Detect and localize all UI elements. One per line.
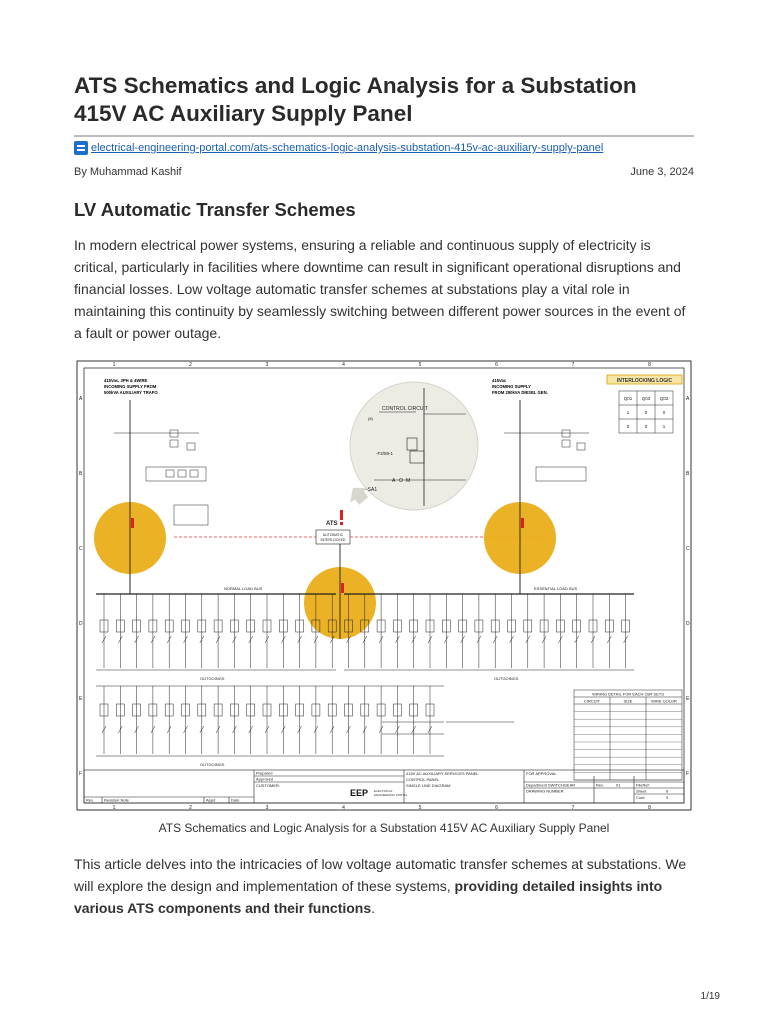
tb-rev-val: 01: [616, 782, 621, 788]
row-label-right: E: [686, 696, 690, 702]
col-label-top: 2: [189, 362, 192, 368]
left-supply-l3: 500kVA AUXILIARY TRAFO: [104, 390, 158, 395]
eep-logo-sub-2: ENGINEERING PORTAL: [374, 793, 408, 797]
tb-prepared: Prepared: [256, 770, 273, 776]
col-label-bottom: 2: [189, 805, 192, 811]
tb-cont-val: 9: [666, 795, 669, 800]
tb-status: FOR APPROVAL: [526, 771, 557, 776]
ats-box-l2: INTERLOCKED: [320, 538, 346, 542]
interlock-r2c2: 0: [644, 424, 648, 429]
col-label-bottom: 7: [571, 805, 575, 811]
p2-text-before: This article delves into the intricacies of low voltage automatic transfer schemes at substations. We will explore the design and implementation of these systems,: [74, 856, 687, 894]
section-heading: LV Automatic Transfer Schemes: [74, 199, 356, 220]
article-meta: [74, 166, 694, 178]
row-label-left: C: [79, 546, 83, 552]
col-label-bottom: 8: [648, 805, 651, 811]
tb-file: FileRef:: [636, 782, 650, 788]
tb-revcol-3: Appd: [206, 797, 216, 803]
right-supply-l3: FROM 250kVA DIESEL GEN.: [492, 390, 548, 395]
row-label-left: A: [79, 396, 83, 402]
interlock-r2c1: 0: [626, 424, 630, 429]
right-supply-l2: INCOMING SUPPLY: [492, 384, 531, 389]
tb-revcol-1: Rev.: [86, 797, 94, 803]
article-title: ATS Schematics and Logic Analysis for a Substation 415V AC Auxiliary Supply Panel: [74, 73, 637, 126]
col-label-top: 5: [418, 362, 422, 368]
essential-bus-label: ESSENTIAL LOAD BUS: [534, 586, 578, 591]
normal-bus-label: NORMAL LOAD BUS: [224, 586, 263, 591]
tb-department: Department SWITCHGEAR: [526, 782, 576, 788]
page-number: 1/19: [700, 991, 720, 1002]
publish-date: June 3, 2024: [630, 166, 694, 178]
title-divider: [74, 135, 694, 137]
source-link-line: [74, 141, 603, 155]
wiring-h1: CIRCUIT: [583, 698, 601, 704]
row-label-right: B: [686, 471, 690, 477]
row-label-right: D: [686, 621, 690, 627]
source-path: /ats-schematics-logic-analysis-substation-415v-ac-auxiliary-supply-panel: [250, 142, 604, 154]
col-label-bottom: 1: [112, 805, 116, 811]
left-supply-l1: 415Vac, 3PH & 4WIRE: [104, 378, 148, 383]
interlock-r1c2: 0: [644, 410, 648, 415]
row-label-left: E: [79, 696, 83, 702]
tb-drawing-number: DRAWING NUMBER: [526, 788, 564, 794]
tb-sheet: Sheet: [636, 788, 647, 794]
wiring-h3: WIRE COLOR: [651, 698, 677, 704]
schematic-figure: [74, 358, 694, 813]
author: By Muhammad Kashif: [74, 166, 182, 178]
tb-customer: CUSTOMER:: [256, 783, 280, 788]
wiring-title: WIRING DETAIL FOR EACH CB# SETS: [592, 691, 664, 697]
tb-rev: Rev.: [596, 782, 604, 788]
interlock-r2c3: 1: [662, 424, 666, 429]
intro-paragraph: In modern electrical power systems, ensuring a reliable and continuous supply of electricity is critical, particularly in facilities where downtime can result in significant operational disruptions and financial losses. Low voltage automatic transfer schemes at substations play a vital role in maintaining this continuity by seamlessly switching between different power sources in the event of a fault or power outage.: [74, 237, 686, 341]
ats-box-l1: AUTOMATIC: [322, 533, 344, 537]
col-label-bottom: 6: [495, 805, 498, 811]
tb-cont: Cont: [636, 795, 645, 800]
col-label-top: 6: [495, 362, 498, 368]
row-label-left: D: [79, 621, 83, 627]
switch-pos-m: M: [406, 478, 411, 484]
wiring-h2: SIZE: [623, 698, 633, 704]
row-label-right: C: [686, 546, 690, 552]
interlock-r1c1: 1: [626, 410, 630, 415]
control-ref: (8): [368, 416, 373, 421]
col-label-top: 7: [571, 362, 575, 368]
relay-label: -F2/59-1: [376, 451, 394, 456]
schematic-diagram: [74, 358, 694, 813]
control-circuit-label: CONTROL CIRCUIT: [382, 406, 428, 412]
interlocking-title: INTERLOCKING LOGIC: [616, 378, 673, 384]
eep-logo-sub-1: ELECTRICAL: [374, 789, 393, 793]
tb-title-3: SINGLE LINE DIAGRAM: [406, 783, 451, 788]
row-label-left: B: [79, 471, 83, 477]
col-label-bottom: 5: [418, 805, 422, 811]
outgoing-label-3: OUTGOINGS: [200, 762, 225, 767]
outgoing-label-1: OUTGOINGS: [200, 676, 225, 681]
switch-label: -SA1: [366, 487, 378, 493]
p2-bold: providing detailed insights into various ATS components and their functions: [74, 878, 663, 916]
col-label-bottom: 3: [265, 805, 269, 811]
col-label-top: 8: [648, 362, 651, 368]
col-label-top: 3: [265, 362, 269, 368]
row-label-right: F: [686, 771, 690, 777]
switch-pos-o: O: [399, 478, 403, 484]
row-label-left: F: [79, 771, 83, 777]
outgoing-label-2: OUTGOINGS: [494, 676, 519, 681]
source-domain: electrical-engineering-portal.com: [91, 142, 251, 154]
figure-caption: ATS Schematics and Logic Analysis for a Substation 415V AC Auxiliary Supply Panel: [158, 821, 610, 835]
p2-text-after: .: [371, 900, 376, 916]
switch-pos-a: A: [392, 478, 396, 484]
interlock-h3: Q02: [659, 396, 669, 401]
col-label-top: 4: [342, 362, 345, 368]
tb-title-1: 415V AC AUXILIARY SERVICES PANEL: [406, 771, 479, 776]
tb-revcol-2: Revision Note: [104, 797, 129, 803]
interlock-r1c3: 0: [662, 410, 666, 415]
tb-revcol-4: Date: [231, 797, 240, 803]
ats-label: ATS: [326, 521, 338, 527]
document-icon: [74, 141, 88, 155]
col-label-top: 1: [112, 362, 116, 368]
tb-title-2: CONTROL PANEL: [406, 777, 440, 782]
row-label-right: A: [686, 396, 690, 402]
source-link[interactable]: [91, 142, 603, 154]
interlock-h1: Q01: [623, 396, 633, 401]
eep-logo: EEP: [350, 788, 369, 798]
col-label-bottom: 4: [342, 805, 345, 811]
tb-approved: Approved: [256, 776, 274, 782]
body-paragraph: [74, 853, 694, 919]
interlock-h2: Q03: [641, 396, 651, 401]
left-supply-l2: INCOMING SUPPLY FROM: [104, 384, 157, 389]
tb-sheet-val: 8: [666, 788, 669, 794]
right-supply-l1: 415Vac: [492, 378, 507, 383]
